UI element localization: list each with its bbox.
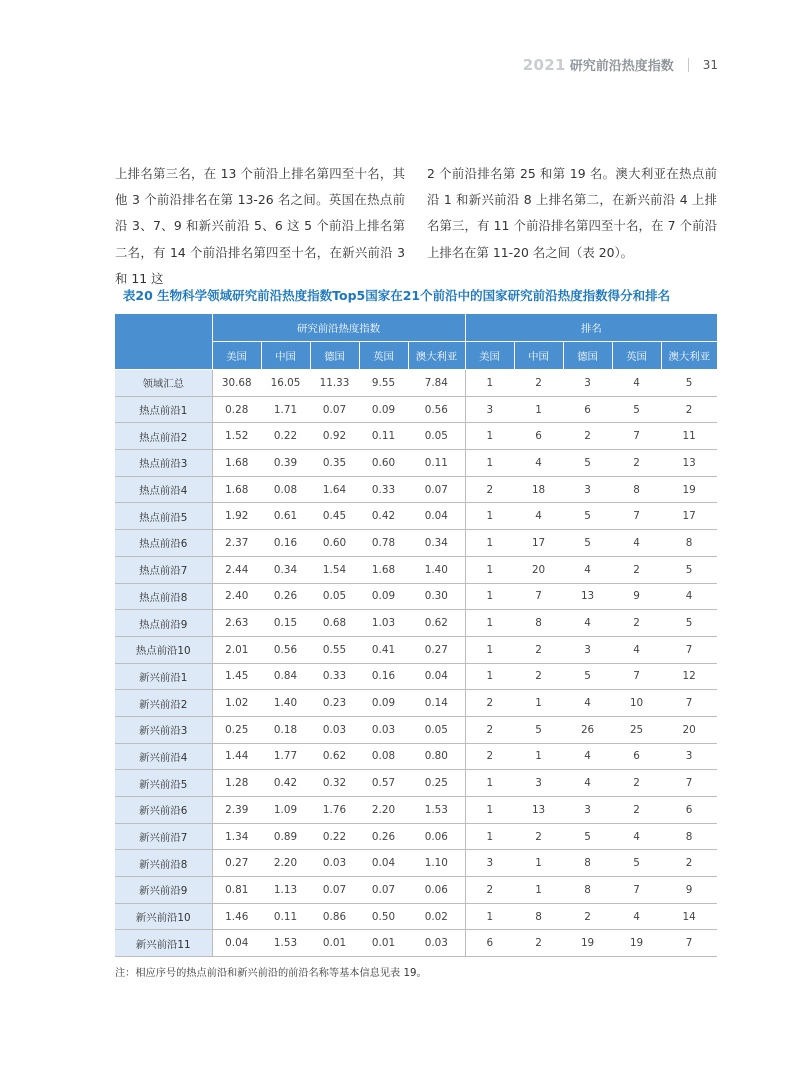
rank-cell: 2: [465, 476, 514, 503]
table-row: [115, 663, 717, 690]
rank-cell: 5: [661, 370, 717, 397]
score-cell: 1.76: [310, 797, 359, 824]
rank-header-country: 英国: [612, 342, 661, 370]
score-cell: 1.46: [212, 903, 261, 930]
rank-cell: 26: [563, 716, 612, 743]
rank-cell: 3: [465, 396, 514, 423]
rank-cell: 7: [612, 877, 661, 904]
score-cell: 0.07: [310, 877, 359, 904]
score-cell: 0.78: [359, 530, 408, 557]
rank-cell: 1: [465, 503, 514, 530]
score-cell: 1.92: [212, 503, 261, 530]
score-cell: 0.61: [261, 503, 310, 530]
score-cell: 1.45: [212, 663, 261, 690]
score-cell: 2.20: [261, 850, 310, 877]
rank-cell: 1: [514, 743, 563, 770]
score-cell: 2.01: [212, 636, 261, 663]
score-cell: 0.89: [261, 823, 310, 850]
score-cell: 0.07: [408, 476, 465, 503]
table-row: [115, 797, 717, 824]
row-label: 新兴前沿8: [115, 850, 212, 877]
score-cell: 0.42: [261, 770, 310, 797]
rank-cell: 4: [563, 743, 612, 770]
rank-cell: 13: [661, 450, 717, 477]
rank-cell: 1: [465, 797, 514, 824]
score-cell: 1.28: [212, 770, 261, 797]
score-cell: 0.01: [359, 930, 408, 957]
rank-cell: 5: [514, 716, 563, 743]
score-cell: 0.34: [408, 530, 465, 557]
score-cell: 1.40: [408, 556, 465, 583]
rank-cell: 5: [661, 556, 717, 583]
table-row: [115, 743, 717, 770]
score-cell: 0.39: [261, 450, 310, 477]
rank-cell: 25: [612, 716, 661, 743]
score-cell: 0.62: [408, 610, 465, 637]
rank-cell: 6: [612, 743, 661, 770]
rank-cell: 4: [612, 903, 661, 930]
rank-cell: 4: [612, 823, 661, 850]
rank-cell: 3: [563, 370, 612, 397]
table-note: 注：相应序号的热点前沿和新兴前沿的前沿名称等基本信息见表 19。: [115, 968, 427, 979]
score-cell: 0.04: [212, 930, 261, 957]
table-row: [115, 823, 717, 850]
rank-cell: 4: [661, 583, 717, 610]
score-cell: 0.60: [310, 530, 359, 557]
score-cell: 2.63: [212, 610, 261, 637]
rank-cell: 1: [465, 370, 514, 397]
rank-header-country: 德国: [563, 342, 612, 370]
score-cell: 1.68: [212, 450, 261, 477]
score-cell: 0.27: [212, 850, 261, 877]
score-cell: 0.42: [359, 503, 408, 530]
score-cell: 0.68: [310, 610, 359, 637]
score-cell: 0.04: [359, 850, 408, 877]
score-cell: 0.05: [408, 716, 465, 743]
row-label: 新兴前沿11: [115, 930, 212, 957]
rank-cell: 9: [612, 583, 661, 610]
score-cell: 0.32: [310, 770, 359, 797]
rank-cell: 12: [661, 663, 717, 690]
rank-cell: 13: [514, 797, 563, 824]
rank-cell: 8: [563, 877, 612, 904]
score-cell: 0.09: [359, 396, 408, 423]
score-header-country: 中国: [261, 342, 310, 370]
rank-cell: 2: [465, 716, 514, 743]
score-cell: 2.20: [359, 797, 408, 824]
rank-cell: 3: [563, 476, 612, 503]
score-cell: 1.64: [310, 476, 359, 503]
rank-cell: 1: [465, 663, 514, 690]
score-cell: 0.11: [261, 903, 310, 930]
score-cell: 1.09: [261, 797, 310, 824]
rank-cell: 3: [563, 797, 612, 824]
row-label: 新兴前沿2: [115, 690, 212, 717]
table-row: [115, 503, 717, 530]
rank-cell: 1: [465, 423, 514, 450]
score-cell: 16.05: [261, 370, 310, 397]
score-cell: 1.44: [212, 743, 261, 770]
rank-cell: 2: [661, 850, 717, 877]
score-cell: 1.40: [261, 690, 310, 717]
rank-header-country: 中国: [514, 342, 563, 370]
score-cell: 0.56: [408, 396, 465, 423]
score-header-country: 德国: [310, 342, 359, 370]
rank-cell: 2: [465, 743, 514, 770]
rank-cell: 2: [661, 396, 717, 423]
table-row: [115, 690, 717, 717]
rank-cell: 6: [661, 797, 717, 824]
score-cell: 0.04: [408, 663, 465, 690]
rank-cell: 8: [514, 610, 563, 637]
score-cell: 0.60: [359, 450, 408, 477]
rank-cell: 2: [465, 690, 514, 717]
score-cell: 2.39: [212, 797, 261, 824]
score-cell: 0.18: [261, 716, 310, 743]
ranking-table: [115, 314, 717, 957]
rank-cell: 7: [612, 423, 661, 450]
table-row: [115, 850, 717, 877]
score-cell: 30.68: [212, 370, 261, 397]
score-cell: 1.34: [212, 823, 261, 850]
rank-cell: 1: [514, 877, 563, 904]
score-cell: 0.01: [310, 930, 359, 957]
row-label: 热点前沿10: [115, 636, 212, 663]
row-label: 新兴前沿6: [115, 797, 212, 824]
score-cell: 0.81: [212, 877, 261, 904]
body-text-left-column: 上排名第三名，在 13 个前沿上排名第四至十名，其他 3 个前沿排名在第 13-26 名之间。英国在热点前沿 3、7、9 和新兴前沿 5、6 这 5 个前沿上排名第二名，有 14 个前沿排名第四至十名，在新兴前沿 3 和 11 这: [115, 166, 405, 286]
rank-cell: 5: [563, 450, 612, 477]
rank-cell: 4: [514, 503, 563, 530]
body-text-right-column: 2 个前沿排名第 25 和第 19 名。澳大利亚在热点前沿 1 和新兴前沿 8 上排名第二，在新兴前沿 4 上排名第三，有 11 个前沿排名第四至十名，在 7 个前沿上排名在第 11-20 名之间（表 20）。: [427, 166, 717, 260]
score-cell: 0.41: [359, 636, 408, 663]
table-row: [115, 716, 717, 743]
rank-cell: 2: [514, 636, 563, 663]
rank-cell: 6: [563, 396, 612, 423]
score-cell: 0.02: [408, 903, 465, 930]
score-cell: 0.14: [408, 690, 465, 717]
row-label: 领域汇总: [115, 370, 212, 397]
rank-cell: 4: [514, 450, 563, 477]
score-cell: 0.80: [408, 743, 465, 770]
rank-cell: 2: [612, 556, 661, 583]
table-corner-cell: [115, 314, 212, 370]
score-cell: 0.26: [261, 583, 310, 610]
score-cell: 0.57: [359, 770, 408, 797]
rank-cell: 2: [465, 877, 514, 904]
score-cell: 0.05: [310, 583, 359, 610]
rank-cell: 1: [465, 530, 514, 557]
rank-cell: 4: [563, 690, 612, 717]
score-cell: 0.92: [310, 423, 359, 450]
rank-cell: 2: [514, 823, 563, 850]
row-label: 热点前沿9: [115, 610, 212, 637]
score-cell: 1.77: [261, 743, 310, 770]
row-label: 新兴前沿9: [115, 877, 212, 904]
rank-cell: 8: [514, 903, 563, 930]
score-cell: 0.08: [359, 743, 408, 770]
table-row: [115, 770, 717, 797]
score-cell: 0.03: [408, 930, 465, 957]
rank-cell: 3: [661, 743, 717, 770]
score-cell: 0.07: [310, 396, 359, 423]
score-cell: 0.22: [261, 423, 310, 450]
row-label: 新兴前沿4: [115, 743, 212, 770]
rank-cell: 1: [514, 850, 563, 877]
score-cell: 0.33: [359, 476, 408, 503]
rank-cell: 13: [563, 583, 612, 610]
rank-cell: 7: [514, 583, 563, 610]
score-cell: 1.02: [212, 690, 261, 717]
rank-cell: 2: [514, 370, 563, 397]
row-label: 新兴前沿10: [115, 903, 212, 930]
score-cell: 0.50: [359, 903, 408, 930]
rank-cell: 2: [514, 930, 563, 957]
report-title: 研究前沿热度指数: [569, 59, 674, 74]
rank-cell: 2: [563, 903, 612, 930]
rank-cell: 5: [612, 396, 661, 423]
table-group-header-row: [115, 314, 717, 342]
rank-cell: 4: [563, 556, 612, 583]
score-cell: 0.16: [261, 530, 310, 557]
rank-cell: 1: [514, 690, 563, 717]
score-cell: 1.53: [261, 930, 310, 957]
table-row: [115, 396, 717, 423]
rank-cell: 5: [563, 530, 612, 557]
row-label: 热点前沿5: [115, 503, 212, 530]
score-cell: 0.25: [408, 770, 465, 797]
score-cell: 0.05: [408, 423, 465, 450]
row-label: 热点前沿6: [115, 530, 212, 557]
score-header-country: 澳大利亚: [408, 342, 465, 370]
rank-cell: 4: [612, 370, 661, 397]
score-cell: 0.26: [359, 823, 408, 850]
rank-cell: 17: [661, 503, 717, 530]
table-row: [115, 877, 717, 904]
table-row: [115, 556, 717, 583]
score-cell: 0.09: [359, 583, 408, 610]
row-label: 热点前沿8: [115, 583, 212, 610]
rank-cell: 2: [612, 797, 661, 824]
score-cell: 0.35: [310, 450, 359, 477]
row-label: 热点前沿1: [115, 396, 212, 423]
rank-cell: 20: [514, 556, 563, 583]
score-cell: 0.27: [408, 636, 465, 663]
score-cell: 0.03: [359, 716, 408, 743]
rank-cell: 2: [612, 610, 661, 637]
score-cell: 0.33: [310, 663, 359, 690]
rank-cell: 7: [612, 663, 661, 690]
rank-cell: 6: [514, 423, 563, 450]
score-cell: 0.22: [310, 823, 359, 850]
table-row: [115, 930, 717, 957]
row-label: 热点前沿3: [115, 450, 212, 477]
score-cell: 0.06: [408, 823, 465, 850]
row-label: 新兴前沿5: [115, 770, 212, 797]
rank-cell: 1: [465, 610, 514, 637]
table-row: [115, 530, 717, 557]
rank-cell: 1: [465, 903, 514, 930]
table-row: [115, 636, 717, 663]
score-cell: 0.03: [310, 716, 359, 743]
row-label: 热点前沿7: [115, 556, 212, 583]
page-number: 31: [702, 57, 718, 72]
report-year: 2021: [522, 55, 566, 74]
rank-cell: 8: [612, 476, 661, 503]
table-row: [115, 610, 717, 637]
rank-cell: 7: [661, 636, 717, 663]
rank-cell: 7: [612, 503, 661, 530]
rank-cell: 5: [661, 610, 717, 637]
rank-cell: 19: [661, 476, 717, 503]
rank-cell: 7: [661, 770, 717, 797]
score-cell: 1.10: [408, 850, 465, 877]
rank-cell: 2: [612, 450, 661, 477]
rank-cell: 5: [563, 663, 612, 690]
table-row: [115, 423, 717, 450]
score-cell: 1.13: [261, 877, 310, 904]
score-cell: 0.07: [359, 877, 408, 904]
score-header-country: 英国: [359, 342, 408, 370]
rank-cell: 1: [465, 583, 514, 610]
row-label: 热点前沿4: [115, 476, 212, 503]
score-header-country: 美国: [212, 342, 261, 370]
rank-cell: 1: [465, 556, 514, 583]
score-cell: 0.30: [408, 583, 465, 610]
table-row: [115, 476, 717, 503]
rank-cell: 2: [514, 663, 563, 690]
score-cell: 0.45: [310, 503, 359, 530]
rank-cell: 1: [465, 450, 514, 477]
score-cell: 7.84: [408, 370, 465, 397]
score-cell: 1.68: [212, 476, 261, 503]
header-divider: [688, 58, 689, 72]
score-cell: 0.03: [310, 850, 359, 877]
row-label: 新兴前沿1: [115, 663, 212, 690]
score-cell: 9.55: [359, 370, 408, 397]
rank-cell: 3: [465, 850, 514, 877]
rank-cell: 5: [563, 503, 612, 530]
score-cell: 1.53: [408, 797, 465, 824]
rank-cell: 5: [612, 850, 661, 877]
score-cell: 1.71: [261, 396, 310, 423]
score-cell: 0.28: [212, 396, 261, 423]
rank-cell: 1: [465, 823, 514, 850]
rank-cell: 4: [563, 770, 612, 797]
score-cell: 0.86: [310, 903, 359, 930]
table-row: [115, 583, 717, 610]
row-label: 新兴前沿7: [115, 823, 212, 850]
rank-cell: 1: [465, 636, 514, 663]
page-header: [523, 55, 718, 74]
rank-cell: 2: [563, 423, 612, 450]
table-row: [115, 450, 717, 477]
score-cell: 0.15: [261, 610, 310, 637]
rank-cell: 20: [661, 716, 717, 743]
rank-cell: 3: [563, 636, 612, 663]
score-cell: 1.03: [359, 610, 408, 637]
table-row: [115, 903, 717, 930]
score-group-header: 研究前沿热度指数: [212, 314, 465, 342]
rank-cell: 5: [563, 823, 612, 850]
rank-cell: 3: [514, 770, 563, 797]
score-cell: 1.54: [310, 556, 359, 583]
score-cell: 2.44: [212, 556, 261, 583]
score-cell: 0.62: [310, 743, 359, 770]
rank-cell: 11: [661, 423, 717, 450]
score-cell: 0.11: [359, 423, 408, 450]
rank-cell: 7: [661, 930, 717, 957]
row-label: 新兴前沿3: [115, 716, 212, 743]
rank-cell: 2: [612, 770, 661, 797]
rank-cell: 4: [612, 636, 661, 663]
rank-cell: 18: [514, 476, 563, 503]
rank-cell: 8: [661, 823, 717, 850]
rank-cell: 4: [563, 610, 612, 637]
rank-header-country: 美国: [465, 342, 514, 370]
rank-cell: 17: [514, 530, 563, 557]
rank-cell: 8: [661, 530, 717, 557]
score-cell: 0.55: [310, 636, 359, 663]
body-text: [115, 161, 717, 292]
score-cell: 1.68: [359, 556, 408, 583]
score-cell: 0.09: [359, 690, 408, 717]
score-cell: 0.84: [261, 663, 310, 690]
score-cell: 0.56: [261, 636, 310, 663]
score-cell: 0.06: [408, 877, 465, 904]
score-cell: 2.37: [212, 530, 261, 557]
rank-cell: 10: [612, 690, 661, 717]
score-cell: 0.25: [212, 716, 261, 743]
score-cell: 11.33: [310, 370, 359, 397]
rank-cell: 6: [465, 930, 514, 957]
table-row: [115, 370, 717, 397]
rank-cell: 19: [563, 930, 612, 957]
score-cell: 2.40: [212, 583, 261, 610]
rank-cell: 9: [661, 877, 717, 904]
rank-group-header: 排名: [465, 314, 717, 342]
score-cell: 0.11: [408, 450, 465, 477]
rank-cell: 4: [612, 530, 661, 557]
score-cell: 1.52: [212, 423, 261, 450]
rank-cell: 1: [514, 396, 563, 423]
score-cell: 0.08: [261, 476, 310, 503]
score-cell: 0.16: [359, 663, 408, 690]
table-title: 表20 生物科学领域研究前沿热度指数Top5国家在21个前沿中的国家研究前沿热度指数得分和排名: [122, 288, 671, 303]
score-cell: 0.04: [408, 503, 465, 530]
rank-cell: 8: [563, 850, 612, 877]
rank-cell: 1: [465, 770, 514, 797]
table-body: [115, 370, 717, 957]
score-cell: 0.23: [310, 690, 359, 717]
score-cell: 0.34: [261, 556, 310, 583]
rank-header-country: 澳大利亚: [661, 342, 717, 370]
rank-cell: 19: [612, 930, 661, 957]
rank-cell: 14: [661, 903, 717, 930]
rank-cell: 7: [661, 690, 717, 717]
row-label: 热点前沿2: [115, 423, 212, 450]
